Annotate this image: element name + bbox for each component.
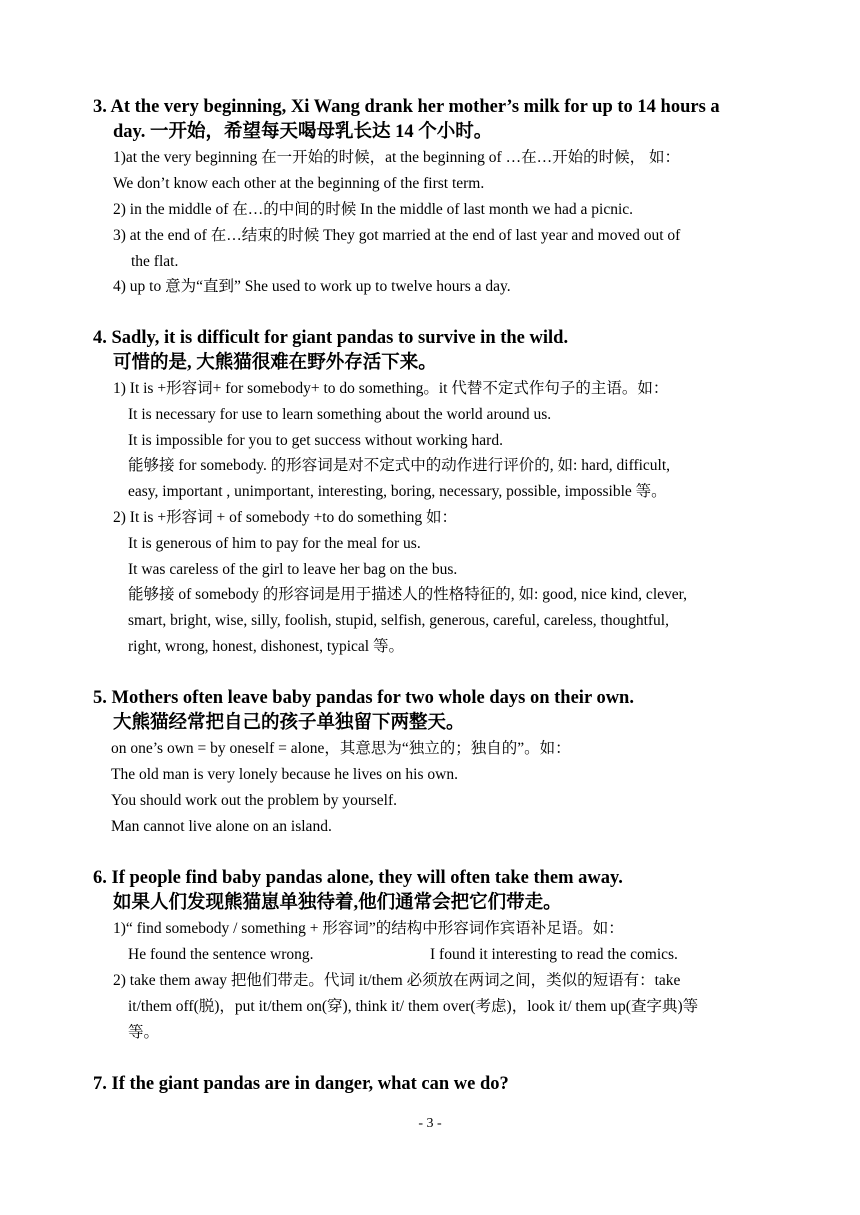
section-3-heading-line2: day. 一开始，希望每天喝母乳长达 14 个小时。 — [113, 122, 493, 142]
section-4-note-1: 1) It is +形容词+ for somebody+ to do something。it 代替不定式作句子的主语。如： — [113, 380, 669, 397]
section-3-note-3a: 3) at the end of 在…结束的时候 They got married at the end of last year and moved out of — [113, 227, 681, 244]
section-5-line-4: Man cannot live alone on an island. — [111, 818, 332, 835]
section-6-example-1b: I found it interesting to read the comics. — [430, 946, 678, 963]
section-3-note-4: 4) up to 意为“直到” She used to work up to twelve hours a day. — [113, 278, 511, 295]
section-6-heading-line2: 如果人们发现熊猫崽单独待着,他们通常会把它们带走。 — [113, 893, 562, 913]
section-5-heading-line1: 5. Mothers often leave baby pandas for two whole days on their own. — [93, 688, 634, 708]
section-6-note-2c: 等。 — [128, 1024, 160, 1041]
section-4-note-1a: 能够接 for somebody. 的形容词是对不定式中的动作进行评价的, 如: hard, difficult, — [128, 457, 671, 474]
section-6-note-2b: it/them off(脱)，put it/them on(穿), think it/ them over(考虑)，look it/ them up(查字典)等 — [128, 998, 699, 1015]
section-5-heading-line2: 大熊猫经常把自己的孩子单独留下两整天。 — [113, 713, 465, 733]
section-4-note-2c: right, wrong, honest, dishonest, typical 等。 — [128, 638, 404, 655]
section-4-note-1b: easy, important , unimportant, interesting, boring, necessary, possible, impossible 等。 — [128, 483, 667, 500]
section-5-line-3: You should work out the problem by yourself. — [111, 792, 398, 809]
section-3-note-1b: We don’t know each other at the beginning of the first term. — [113, 175, 485, 192]
section-6-note-1: 1)“ find somebody / something + 形容词”的结构中形容词作宾语补足语。如： — [113, 920, 624, 937]
section-5-line-1: on one’s own = by oneself = alone，其意思为“独立的；独自的”。如： — [111, 740, 571, 757]
section-4-example-3: It is generous of him to pay for the meal for us. — [128, 535, 421, 552]
section-3-note-2: 2) in the middle of 在…的中间的时候 In the middle of last month we had a picnic. — [113, 201, 634, 218]
section-7-heading-line1: 7. If the giant pandas are in danger, what can we do? — [93, 1074, 509, 1094]
section-4-note-2b: smart, bright, wise, silly, foolish, stupid, selfish, generous, careful, careless, thoughtful, — [128, 612, 669, 629]
section-3-note-3b: the flat. — [131, 253, 179, 270]
section-4-note-2a: 能够接 of somebody 的形容词是用于描述人的性格特征的, 如: good, nice kind, clever, — [128, 586, 688, 603]
section-3-note-1a: 1)at the very beginning 在一开始的时候，at the beginning of …在…开始的时候， 如： — [113, 149, 680, 166]
section-6-heading-line1: 6. If people find baby pandas alone, they will often take them away. — [93, 868, 623, 888]
section-6-example-1a: He found the sentence wrong. — [128, 946, 314, 963]
section-5-line-2: The old man is very lonely because he lives on his own. — [111, 766, 458, 783]
section-6-note-2a: 2) take them away 把他们带走。代词 it/them 必须放在两词之间，类似的短语有：take — [113, 972, 681, 989]
section-4-example-4: It was careless of the girl to leave her bag on the bus. — [128, 561, 458, 578]
section-3-heading-line1: 3. At the very beginning, Xi Wang drank her mother’s milk for up to 14 hours a — [93, 97, 720, 117]
section-4-example-2: It is impossible for you to get success without working hard. — [128, 432, 503, 449]
page-number: - 3 - — [418, 1116, 442, 1131]
section-4-heading-line1: 4. Sadly, it is difficult for giant pandas to survive in the wild. — [93, 328, 569, 348]
section-4-heading-line2: 可惜的是, 大熊猫很难在野外存活下来。 — [113, 353, 437, 373]
section-4-note-2: 2) It is +形容词 + of somebody +to do something 如： — [113, 509, 457, 526]
section-4-example-1: It is necessary for use to learn something about the world around us. — [128, 406, 552, 423]
